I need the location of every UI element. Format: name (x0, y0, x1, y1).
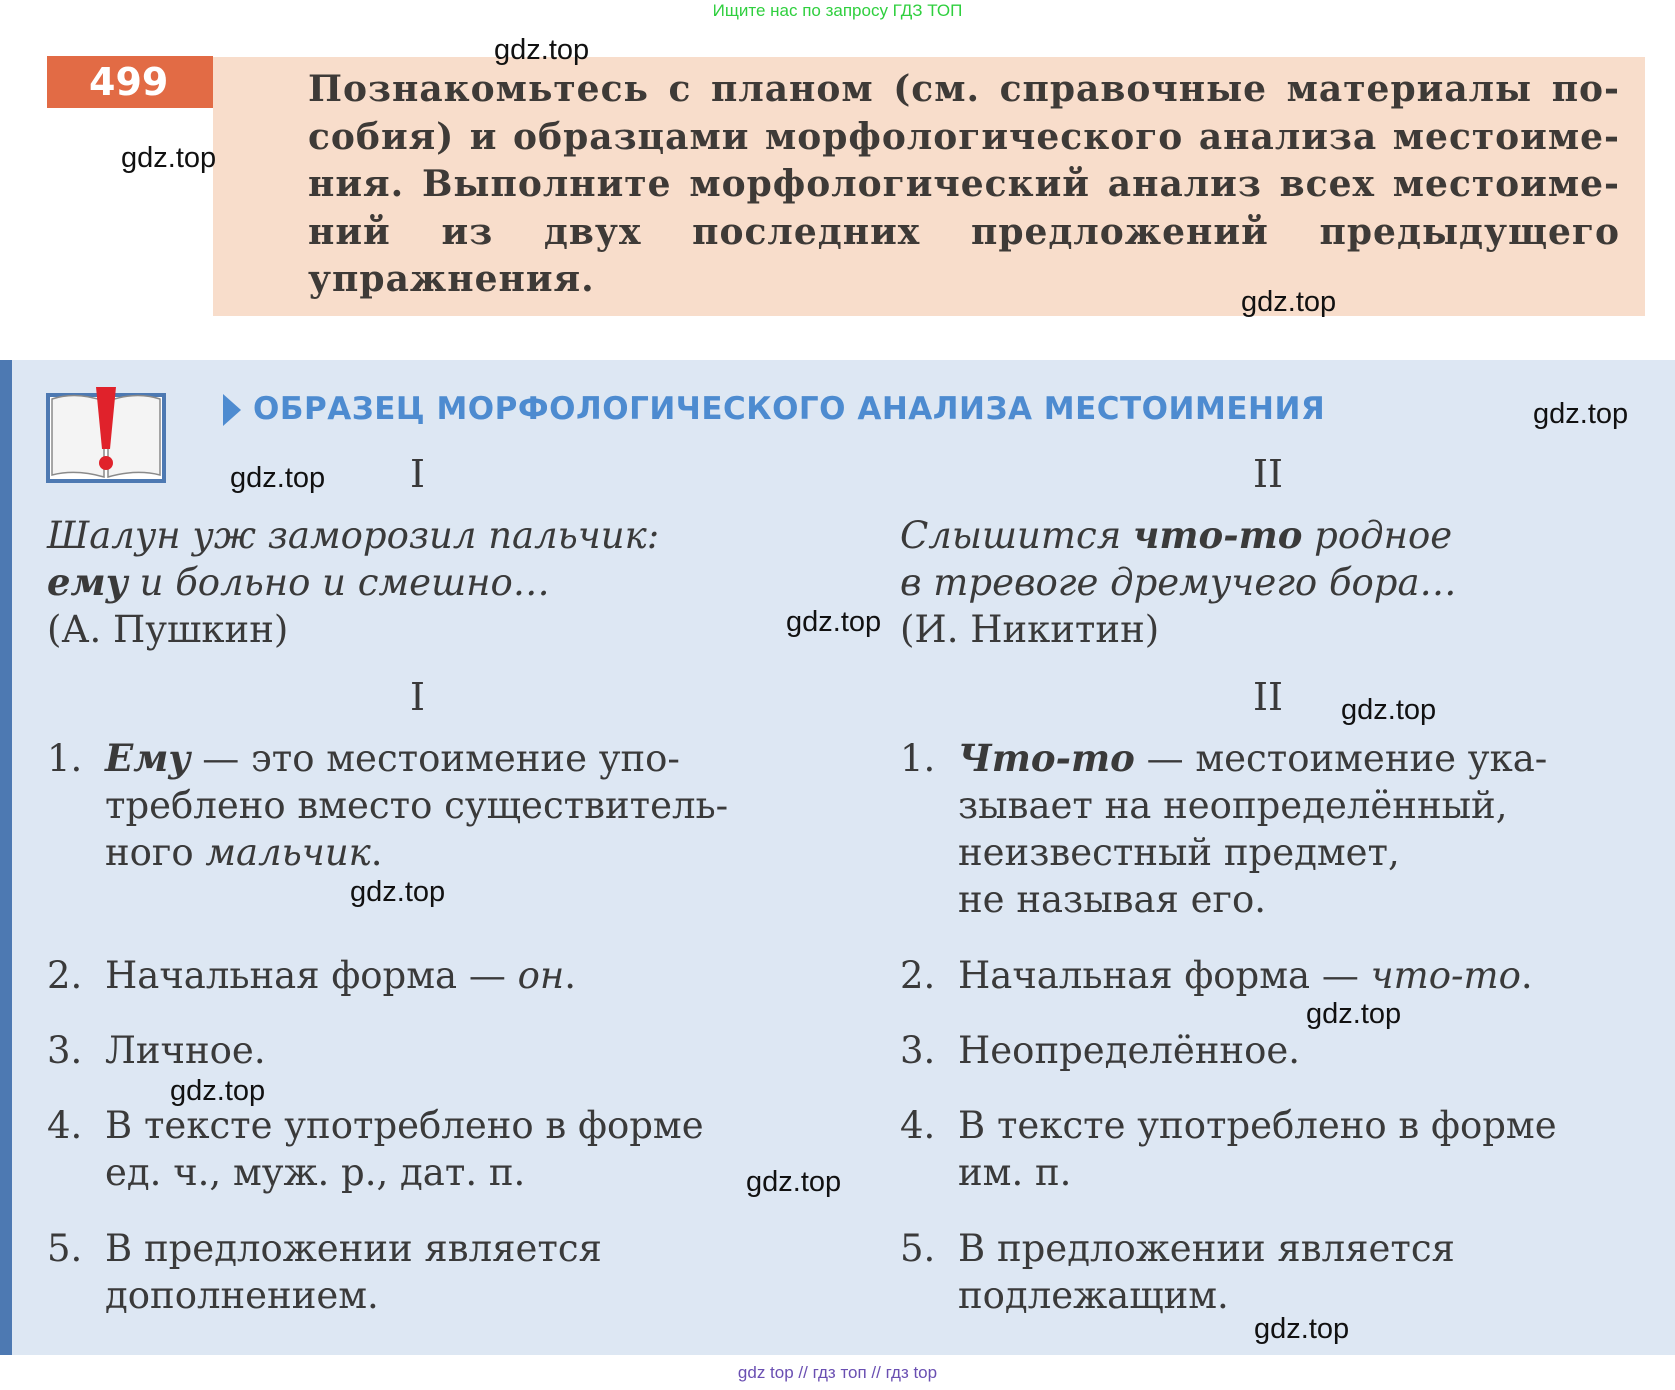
item-text: Начальная форма — (105, 954, 518, 997)
quote-right-line1 (900, 512, 1457, 559)
quote-right-post: родное (1302, 514, 1453, 557)
watermark: gdz.top (494, 34, 590, 66)
watermark: gdz.top (1254, 1313, 1350, 1345)
item-text-post: . (564, 954, 577, 997)
watermark: gdz.top (230, 462, 326, 494)
top-search-hint[interactable]: Ищите нас по запросу ГДЗ ТОП (712, 1, 963, 20)
item-number: 5. (900, 1227, 936, 1270)
column-1-roman: I (410, 452, 426, 496)
watermark: gdz.top (170, 1075, 266, 1107)
quote-right-author: (И. Никитин) (900, 608, 1160, 651)
quote-left-line1: Шалун уж заморозил пальчик: (47, 514, 660, 557)
item-number: 5. (47, 1227, 83, 1270)
item-text: — местоимение ука- (1134, 737, 1548, 780)
quote-left (47, 512, 659, 653)
watermark: gdz.top (746, 1166, 842, 1198)
quote-left-author: (А. Пушкин) (47, 608, 289, 651)
item-text: Неопределённое. (958, 1029, 1301, 1072)
item-text: Начальная форма — (958, 954, 1371, 997)
watermark: gdz.top (1341, 694, 1437, 726)
column-2-roman-analysis: II (1253, 675, 1284, 719)
exercise-number: 499 (47, 56, 213, 108)
book-exclamation-icon (46, 385, 166, 485)
quote-right-pre: Слышится (900, 514, 1133, 557)
quote-right-bold: что-то (1132, 513, 1303, 557)
watermark: gdz.top (350, 876, 446, 908)
item-keyword: Что-то (958, 736, 1135, 780)
item-number: 1. (47, 737, 83, 780)
item-text-post: . (370, 831, 383, 874)
item-italic: он (517, 954, 565, 997)
bottom-links[interactable]: gdz top // гдз топ // гдз top (737, 1363, 938, 1382)
item-text-line2: треблено вместо существитель- (105, 784, 729, 827)
watermark: gdz.top (786, 606, 882, 638)
item-text: — это местоимение упо- (190, 737, 680, 780)
item-text-line2: подлежащим. (958, 1274, 1229, 1317)
panel-edge (0, 360, 12, 1355)
quote-right-line2: в тревоге дремучего бора… (900, 561, 1457, 604)
watermark: gdz.top (1533, 398, 1629, 430)
sample-title (225, 391, 1325, 427)
item-number: 3. (900, 1029, 936, 1072)
item-italic: что-то (1370, 954, 1521, 997)
quote-left-line2 (47, 559, 659, 606)
watermark: gdz.top (1306, 998, 1402, 1030)
exercise-line: Познакомьтесь с планом (см. справочные материалы по- (308, 68, 1620, 110)
item-text-line4: не называя его. (958, 878, 1266, 921)
item-text: В тексте употреблено в форме (958, 1104, 1557, 1147)
item-number: 4. (900, 1104, 936, 1147)
sample-title-text: ОБРАЗЕЦ МОРФОЛОГИЧЕСКОГО АНАЛИЗА МЕСТОИМЕНИЯ (253, 391, 1326, 427)
item-text-post: . (1520, 954, 1533, 997)
item-text-line2: зывает на неопределённый, (958, 784, 1508, 827)
item-text-line2: ед. ч., муж. р., дат. п. (105, 1151, 526, 1194)
exercise-line: упражнения. (308, 258, 595, 300)
quote-left-rest: и больно и смешно… (127, 561, 550, 604)
exercise-line: собия) и образцами морфологического анализа местоиме- (308, 115, 1620, 158)
item-text: В предложении является (105, 1227, 602, 1270)
watermark: gdz.top (121, 142, 217, 174)
item-text-line3: неизвестный предмет, (958, 831, 1400, 874)
quote-right (900, 512, 1457, 653)
item-text: Личное. (105, 1029, 266, 1072)
item-text-line2: им. п. (958, 1151, 1072, 1194)
item-keyword: Ему (105, 736, 191, 780)
exercise-text (308, 66, 1620, 304)
item-text: В предложении является (958, 1227, 1455, 1270)
item-number: 2. (47, 954, 83, 997)
exercise-line: ния. Выполните морфологический анализ всех местоиме- (308, 163, 1620, 205)
exercise-line: ний из двух последних предложений предыдущего (308, 210, 1620, 253)
item-number: 2. (900, 954, 936, 997)
item-text-line2: дополнением. (105, 1274, 379, 1317)
item-italic: мальчик (205, 831, 371, 874)
quote-left-bold: ему (47, 560, 128, 604)
column-1-roman-analysis: I (410, 675, 426, 719)
item-text-line3: ного (105, 831, 206, 874)
item-number: 4. (47, 1104, 83, 1147)
item-number: 1. (900, 737, 936, 780)
item-text: В тексте употреблено в форме (105, 1104, 704, 1147)
column-2-roman: II (1253, 452, 1284, 496)
watermark: gdz.top (1241, 286, 1337, 318)
item-number: 3. (47, 1029, 83, 1072)
